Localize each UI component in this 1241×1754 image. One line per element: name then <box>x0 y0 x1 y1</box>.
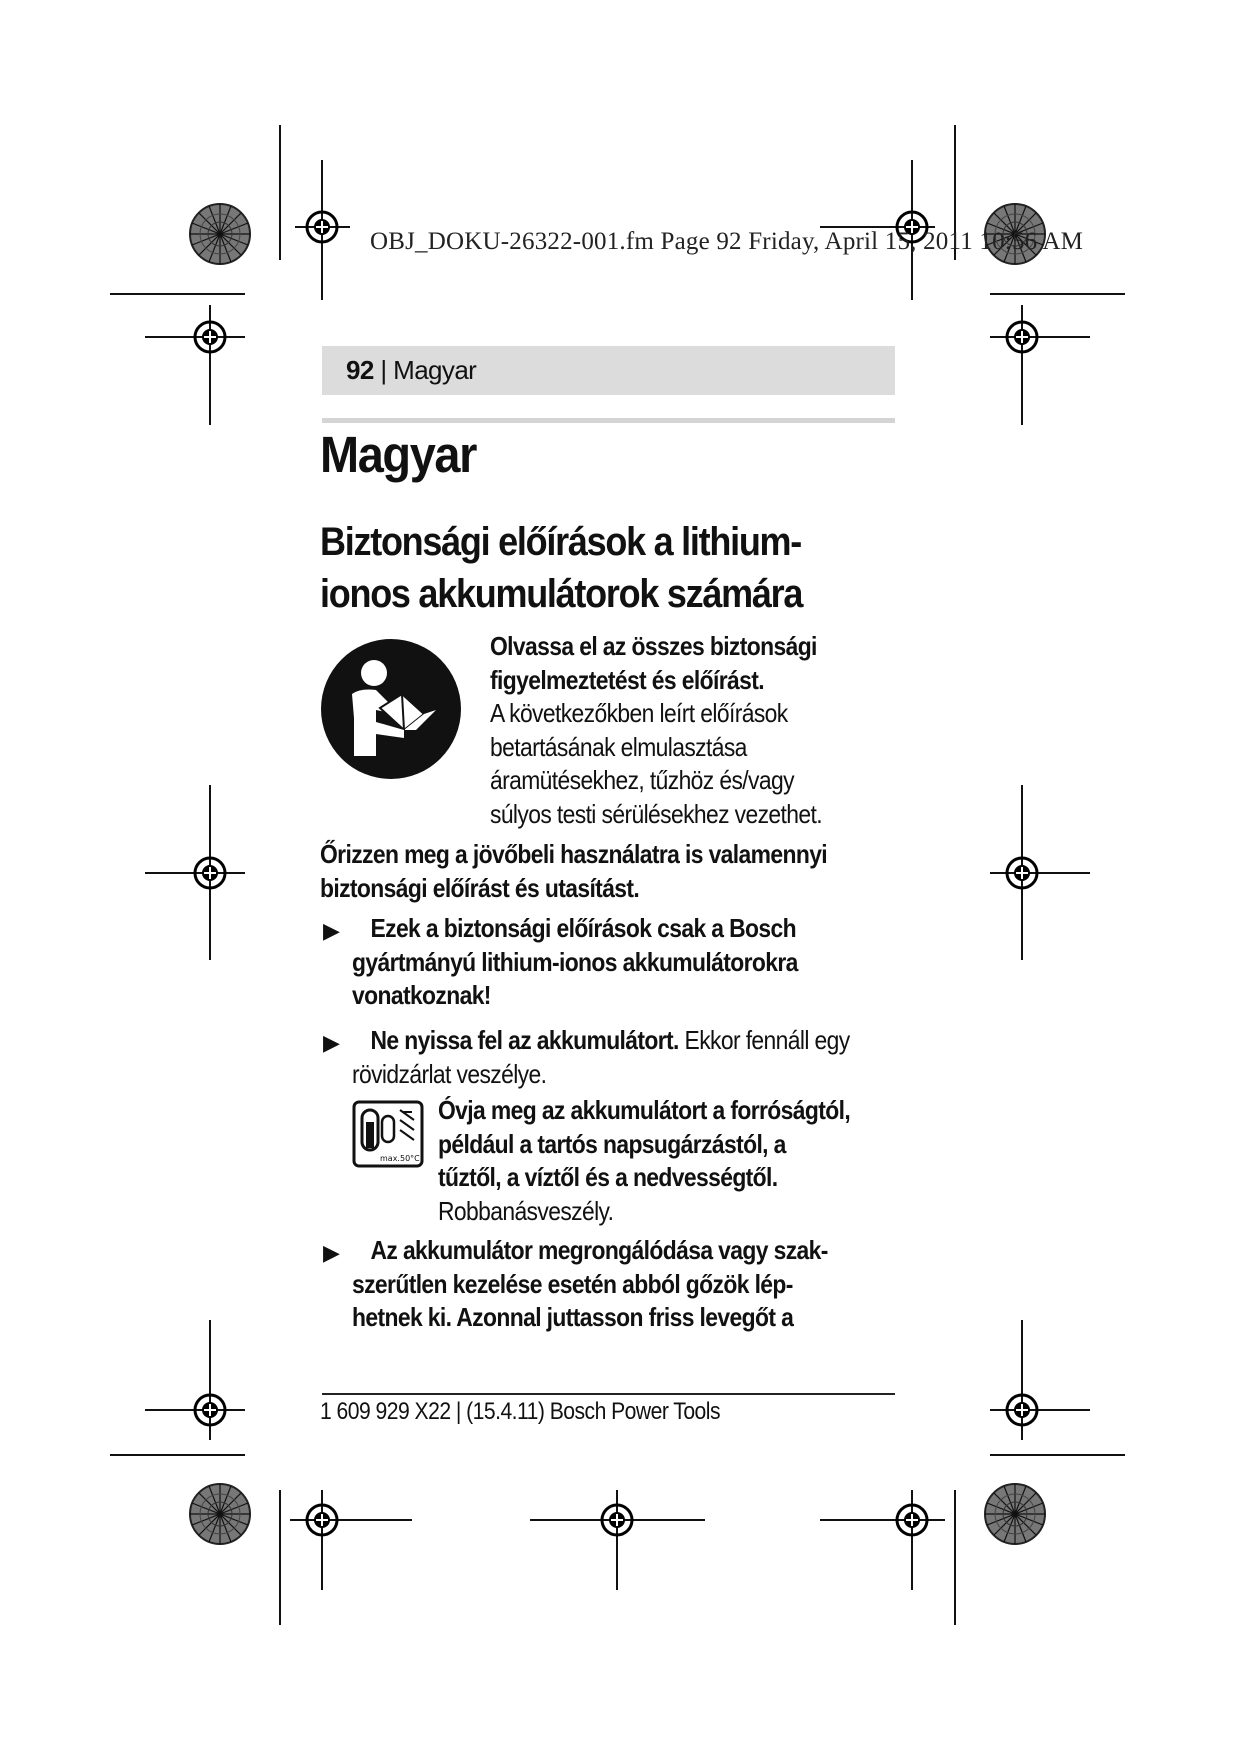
bullet-2-bold: Ne nyissa fel az akkumulátort. <box>370 1025 679 1055</box>
intro-line: A következőkben leírt előírások <box>490 698 788 728</box>
heat-icon-label: max.50°C <box>380 1154 420 1163</box>
bullet-1-line: gyártmányú lithium-ionos akkumulátorokra <box>352 946 798 977</box>
bullet-2 <box>352 1024 850 1091</box>
bullet-3 <box>352 1234 828 1335</box>
bullet-2-rest: Ekkor fennáll egy <box>678 1025 850 1055</box>
running-header <box>346 355 476 386</box>
read-manual-icon <box>320 638 462 780</box>
section-heading <box>320 516 878 620</box>
bullet-2-line: rövidzárlat veszélye. <box>352 1058 547 1089</box>
heat-bold-line: Óvja meg az akkumulátort a forróságtól, <box>438 1095 851 1125</box>
heat-bold-line: például a tartós napsugárzástól, a <box>438 1128 786 1159</box>
intro-line: betartásának elmulasztása <box>490 731 747 762</box>
intro-bold-line: Olvassa el az összes biztonsági <box>490 631 817 661</box>
intro-line: súlyos testi sérülésekhez vezethet. <box>490 798 822 829</box>
heat-protection-icon <box>352 1100 424 1168</box>
file-slug: OBJ_DOKU-26322-001.fm Page 92 Friday, April 15, 2011 10:56 AM <box>370 228 1084 255</box>
footer: 1 609 929 X22 | (15.4.11) Bosch Power Tools <box>320 1398 720 1425</box>
page-title: Magyar <box>320 426 477 483</box>
keep-line: Őrizzen meg a jövőbeli használatra is valamennyi <box>320 839 828 869</box>
bullet-3-line: szerűtlen kezelése esetén abból gőzök lép- <box>352 1268 793 1299</box>
bullet-3-line: hetnek ki. Azonnal juttasson friss levegőt a <box>352 1302 794 1332</box>
keep-line: biztonsági előírást és utasítást. <box>320 872 640 903</box>
bullet-1-line: Ezek a biztonsági előírások csak a Bosch <box>370 913 797 943</box>
header-section: Magyar <box>393 355 477 385</box>
section-heading-line: ionos akkumulátorok számára <box>320 572 803 616</box>
page-number: 92 <box>346 355 374 385</box>
bullet-arrow-icon: ▶ <box>323 1030 340 1055</box>
section-heading-line: Biztonsági előírások a lithium- <box>320 520 802 564</box>
intro-line: áramütésekhez, tűzhöz és/vagy <box>490 765 794 795</box>
heat-normal-line: Robbanásveszély. <box>438 1195 614 1226</box>
heat-bold-line: tűztől, a víztől és a nedvességtől. <box>438 1162 778 1192</box>
bullet-arrow-icon: ▶ <box>323 918 340 943</box>
footer-rule <box>322 1393 895 1395</box>
bullet-3-line: Az akkumulátor megrongálódása vagy szak- <box>370 1235 828 1265</box>
bullet-1-line: vonatkoznak! <box>352 980 491 1010</box>
intro-bold-line: figyelmeztetést és előírást. <box>490 664 764 695</box>
header-rule <box>322 418 895 423</box>
bullet-arrow-icon: ▶ <box>323 1240 340 1265</box>
header-separator: | <box>373 355 394 385</box>
keep-instructions <box>320 838 827 905</box>
heat-warning <box>438 1094 850 1228</box>
intro-text <box>490 630 822 831</box>
bullet-1 <box>352 912 798 1013</box>
